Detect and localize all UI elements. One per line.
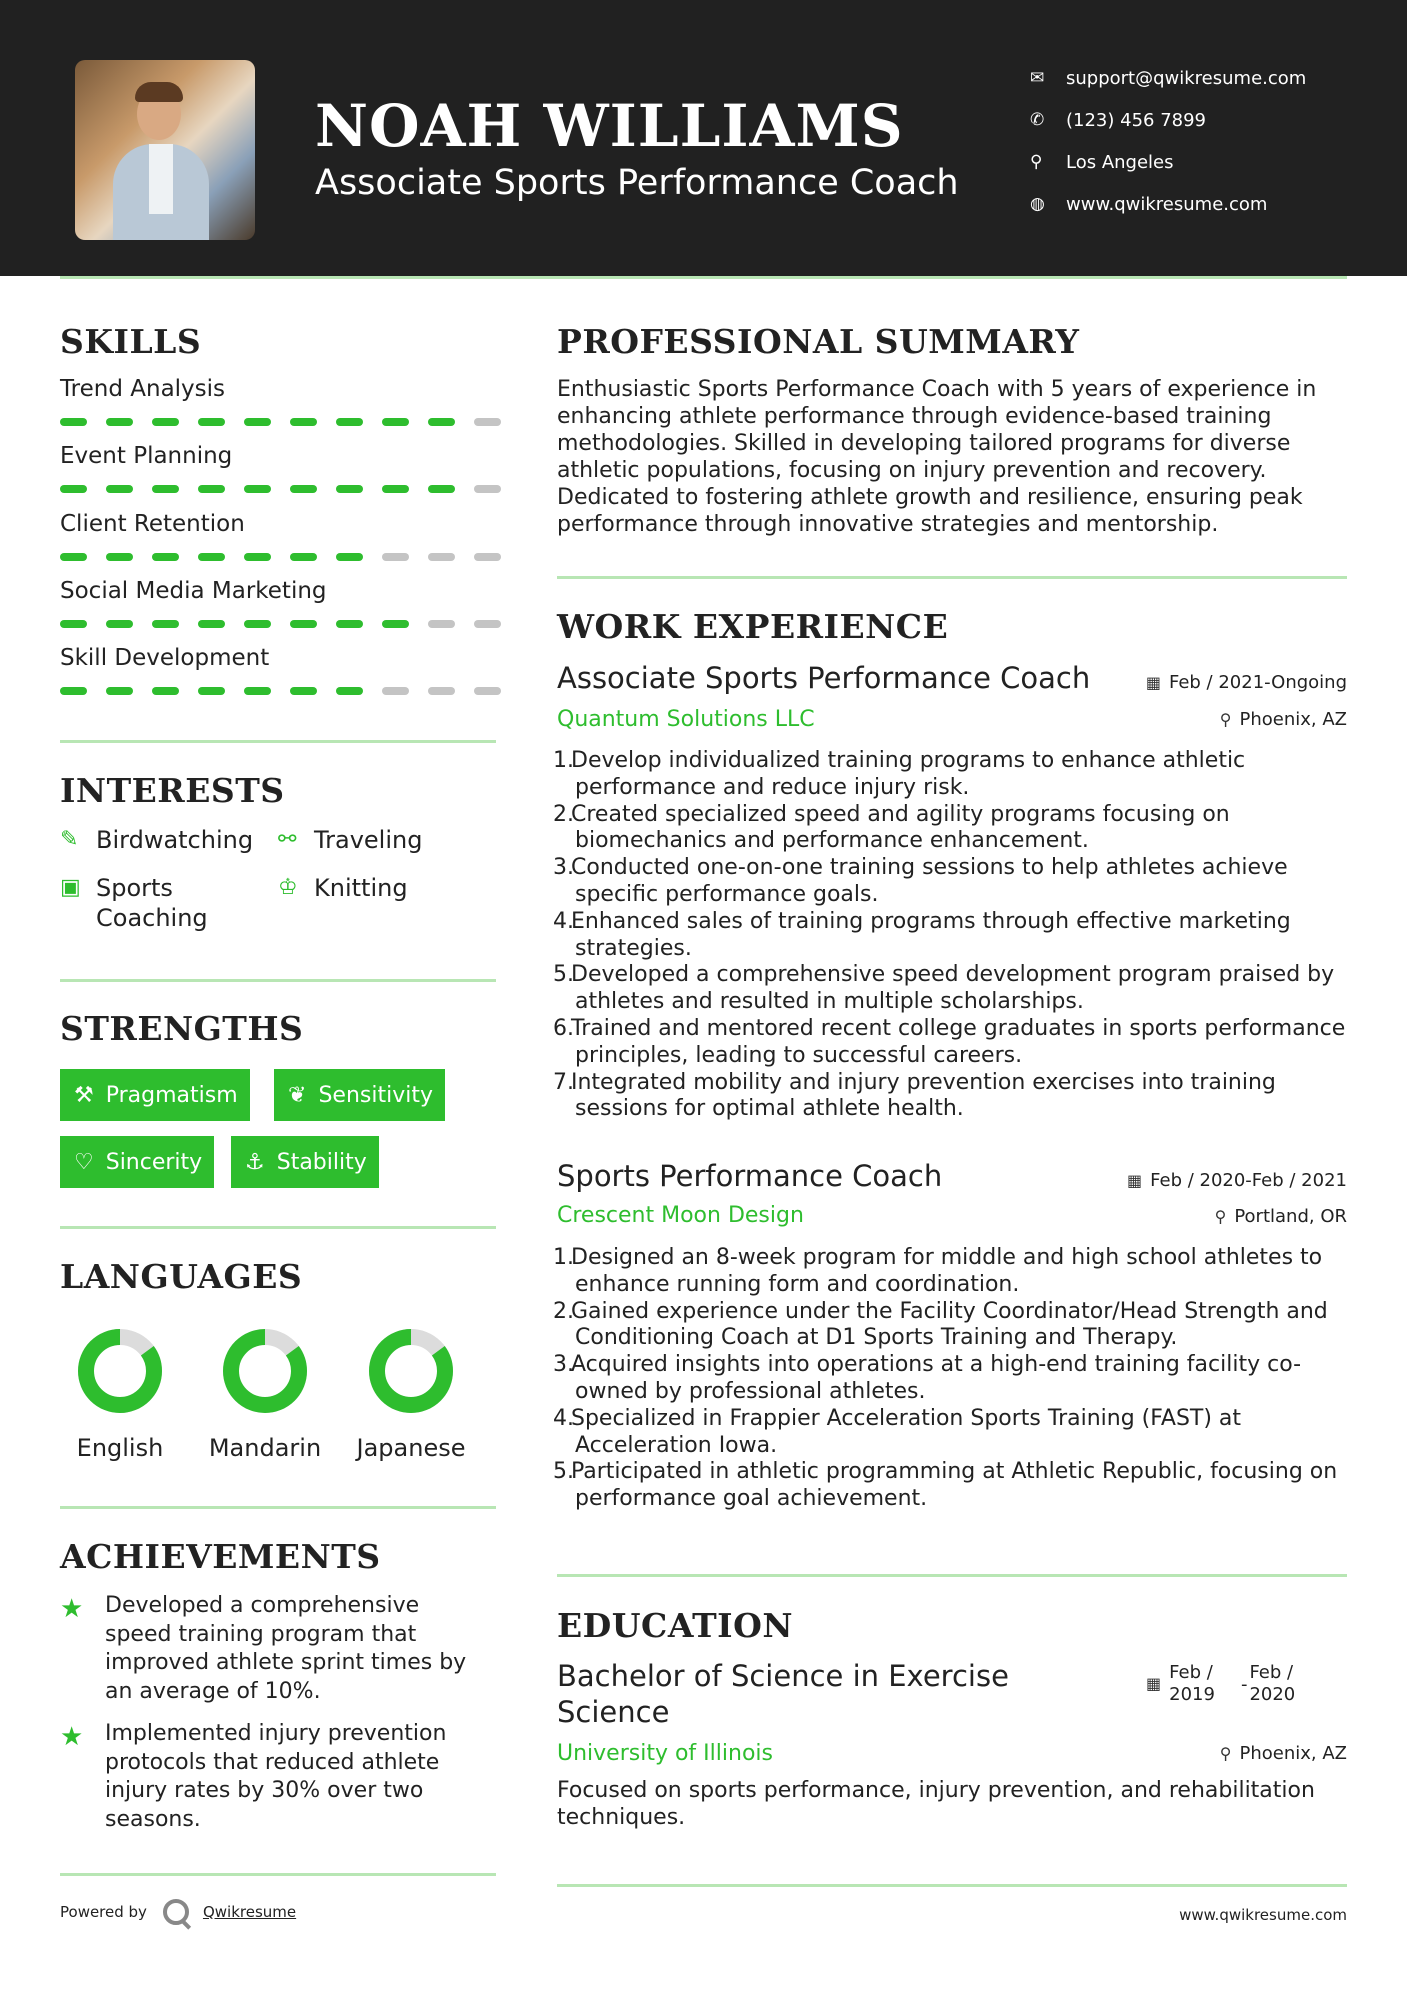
pin-icon: ⚲ <box>1214 1207 1227 1226</box>
job-bullet: 7.Integrated mobility and injury prevention exercises into training sessions for optimal athlete health. <box>553 1069 1276 1122</box>
powered-by: Powered by Qwikresume <box>60 1899 296 1925</box>
skill-dot-filled <box>244 620 271 628</box>
skill-dot-filled <box>198 553 225 561</box>
languages-heading: LANGUAGES <box>60 1257 303 1296</box>
map-pin-icon: ⚲ <box>1030 152 1043 172</box>
strengths-heading: STRENGTHS <box>60 1009 304 1048</box>
heart-icon: ♡ <box>74 1149 94 1175</box>
skill-dot-filled <box>60 687 87 695</box>
skill-dot-empty <box>474 418 501 426</box>
trophy-icon: ♔ <box>278 875 298 900</box>
pin-icon: ⚲ <box>1219 710 1232 729</box>
calendar-icon: ▦ <box>1146 1674 1162 1693</box>
skill-dot-filled <box>152 620 179 628</box>
skill-dot-filled <box>60 418 87 426</box>
footer-url[interactable]: www.qwikresume.com <box>1179 1906 1347 1924</box>
strength-tag: ❦ Sensitivity <box>274 1069 445 1121</box>
globe-icon: ◍ <box>1030 194 1045 214</box>
envelope-icon: ✉ <box>1030 68 1045 88</box>
contact-email[interactable]: ✉ support@qwikresume.com <box>1030 67 1307 89</box>
contact-website[interactable]: ◍ www.qwikresume.com <box>1030 193 1268 215</box>
skill-dot-filled <box>198 485 225 493</box>
skill-dot-filled <box>336 687 363 695</box>
binoculars-icon: ⚯ <box>278 827 297 852</box>
strength-tag: ⚓ Stability <box>231 1136 379 1188</box>
skill-label: Client Retention <box>60 511 245 537</box>
strengths-divider <box>60 1226 496 1229</box>
education-description: Focused on sports performance, injury prevention, and rehabilitation techniques. <box>557 1778 1315 1830</box>
job-bullet: 4.Specialized in Frappier Acceleration Sports Training (FAST) at Acceleration Iowa. <box>553 1405 1242 1458</box>
contact-list <box>1030 57 1306 225</box>
interest-item: ♔ Knitting <box>278 874 408 902</box>
skill-dot-empty <box>428 687 455 695</box>
language-item <box>200 1326 330 1462</box>
school-name: University of Illinois <box>557 1741 773 1766</box>
skill-dot-filled <box>152 485 179 493</box>
calendar-icon: ▦ <box>1145 673 1161 692</box>
strength-tag: ⚒ Pragmatism <box>60 1069 250 1121</box>
experience-divider <box>557 1574 1347 1577</box>
skill-dot-filled <box>244 485 271 493</box>
pencil-square-icon: ✎ <box>60 827 79 852</box>
strength-tag: ♡ Sincerity <box>60 1136 214 1188</box>
skill-label: Skill Development <box>60 645 270 671</box>
interest-item: ▣ Sports Coaching <box>60 874 208 932</box>
skill-dot-empty <box>428 620 455 628</box>
job-bullet: 5.Participated in athletic programming at Athletic Republic, focusing on performance goal achievement. <box>553 1459 1338 1512</box>
job-bullets <box>553 748 1347 1123</box>
job-bullet: 1.Develop individualized training programs to enhance athletic performance and reduce injury risk. <box>553 748 1246 800</box>
degree-title-cont: Science <box>557 1695 670 1729</box>
skill-rating <box>60 553 501 561</box>
summary-heading: PROFESSIONAL SUMMARY <box>557 322 1080 361</box>
languages-divider <box>60 1506 496 1509</box>
header-divider <box>60 276 1347 279</box>
phone-icon: ✆ <box>1030 110 1045 130</box>
skill-dot-filled <box>428 485 455 493</box>
language-donut <box>366 1326 456 1416</box>
skill-dot-filled <box>290 553 317 561</box>
job-title: Associate Sports Performance Coach <box>557 661 1091 695</box>
skill-dot-filled <box>336 620 363 628</box>
job-bullets <box>553 1245 1347 1513</box>
leaf-icon: ❦ <box>288 1082 307 1108</box>
skill-dot-filled <box>244 687 271 695</box>
skill-dot-filled <box>290 418 317 426</box>
skill-rating <box>60 485 501 493</box>
candidate-name: NOAH WILLIAMS <box>315 92 904 160</box>
skills-heading: SKILLS <box>60 322 202 361</box>
language-item <box>346 1326 476 1462</box>
skill-dot-filled <box>336 485 363 493</box>
skill-dot-filled <box>106 620 133 628</box>
education-location: ⚲ Phoenix, AZ <box>1219 1743 1347 1764</box>
job-dates: ▦ Feb / 2020-Feb / 2021 <box>1127 1170 1347 1191</box>
job-bullet: 2.Created specialized speed and agility programs focusing on biomechanics and performance enhancement. <box>553 801 1230 854</box>
job-bullet: 4.Enhanced sales of training programs through effective marketing strategies. <box>553 908 1291 961</box>
interests-heading: INTERESTS <box>60 771 285 810</box>
job-dates: ▦ Feb / 2021-Ongoing <box>1145 672 1347 693</box>
language-donut <box>75 1326 165 1416</box>
brand-link[interactable]: Qwikresume <box>202 1903 297 1921</box>
job-company: Crescent Moon Design <box>557 1203 804 1228</box>
interest-item: ⚯ Traveling <box>278 826 423 854</box>
language-label: English <box>76 1434 164 1462</box>
skills-divider <box>60 740 496 743</box>
candidate-title: Associate Sports Performance Coach <box>315 163 959 203</box>
achievements-divider <box>60 1873 496 1876</box>
achievement-item: ★ Implemented injury prevention protocols that reduced athlete injury rates by 30% over two seasons. <box>60 1720 485 1834</box>
skill-dot-filled <box>290 620 317 628</box>
skill-dot-filled <box>152 553 179 561</box>
job-location: ⚲ Phoenix, AZ <box>1219 709 1347 730</box>
resume-header <box>0 0 1407 276</box>
summary-divider <box>557 576 1347 579</box>
language-donut <box>220 1326 310 1416</box>
degree-title: Bachelor of Science in Exercise <box>557 1659 1009 1693</box>
skill-dot-empty <box>474 553 501 561</box>
skill-dot-filled <box>382 620 409 628</box>
skill-dot-filled <box>290 687 317 695</box>
job-bullet: 1.Designed an 8-week program for middle and high school athletes to enhance running form and coordination. <box>553 1245 1323 1297</box>
job-bullet: 6.Trained and mentored recent college graduates in sports performance principles, leading to successful careers. <box>553 1015 1346 1068</box>
skill-dot-empty <box>382 553 409 561</box>
skill-dot-filled <box>106 553 133 561</box>
contact-location: ⚲ Los Angeles <box>1030 151 1174 173</box>
skill-label: Trend Analysis <box>60 376 226 402</box>
skill-dot-filled <box>152 418 179 426</box>
anchor-icon: ⚓ <box>245 1149 265 1175</box>
interest-item: ✎ Birdwatching <box>60 826 254 854</box>
skill-dot-filled <box>244 418 271 426</box>
skill-dot-empty <box>474 485 501 493</box>
skill-dot-filled <box>152 687 179 695</box>
education-divider <box>557 1884 1347 1887</box>
skill-dot-filled <box>198 687 225 695</box>
skill-dot-filled <box>60 620 87 628</box>
skill-dot-filled <box>106 418 133 426</box>
skill-dot-filled <box>382 485 409 493</box>
job-company: Quantum Solutions LLC <box>557 707 815 732</box>
summary-text: Enthusiastic Sports Performance Coach with 5 years of experience in enhancing athlete performance through evidence-based training methodologies. Skilled in developing tailored programs for diverse athletic populations, focusing on injury prevention and recovery. Dedicated to fostering athlete growth and resilience, ensuring peak performance through innovative strategies and mentorship. <box>557 377 1317 537</box>
skill-dot-filled <box>60 553 87 561</box>
skill-dot-filled <box>244 553 271 561</box>
star-icon: ★ <box>60 1722 84 1752</box>
skill-rating <box>60 620 501 628</box>
calendar-icon: ▦ <box>1127 1171 1143 1190</box>
skill-dot-empty <box>428 553 455 561</box>
contact-phone[interactable]: ✆ (123) 456 7899 <box>1030 109 1207 131</box>
skill-dot-empty <box>474 620 501 628</box>
profile-photo <box>75 60 255 240</box>
education-heading: EDUCATION <box>557 1606 794 1645</box>
skill-dot-filled <box>198 418 225 426</box>
language-label: Japanese <box>356 1434 466 1462</box>
qwikresume-logo-icon <box>163 1899 189 1925</box>
interests-divider <box>60 979 496 982</box>
skill-rating <box>60 418 501 426</box>
experience-heading: WORK EXPERIENCE <box>557 607 949 646</box>
job-title: Sports Performance Coach <box>557 1159 943 1193</box>
skill-dot-filled <box>106 485 133 493</box>
achievement-item: ★ Developed a comprehensive speed training program that improved athlete sprint times by an average of 10%. <box>60 1592 485 1706</box>
skill-dot-empty <box>474 687 501 695</box>
language-label: Mandarin <box>208 1434 322 1462</box>
skill-dot-filled <box>198 620 225 628</box>
skill-dot-empty <box>382 687 409 695</box>
pin-icon: ⚲ <box>1219 1744 1232 1763</box>
skill-label: Social Media Marketing <box>60 578 327 604</box>
job-bullet: 5.Developed a comprehensive speed development program praised by athletes and resulted in multiple scholarships. <box>553 962 1335 1015</box>
skill-dot-filled <box>60 485 87 493</box>
skill-dot-filled <box>290 485 317 493</box>
achievements-heading: ACHIEVEMENTS <box>60 1537 381 1576</box>
language-item <box>55 1326 185 1462</box>
job-bullet: 3.Conducted one-on-one training sessions to help athletes achieve specific performance goals. <box>553 855 1288 907</box>
skill-label: Event Planning <box>60 443 233 469</box>
skill-dot-filled <box>428 418 455 426</box>
briefcase-icon: ▣ <box>60 875 81 900</box>
education-dates: ▦ Feb / 2019 - Feb / 2020 <box>1146 1662 1296 1705</box>
job-location: ⚲ Portland, OR <box>1214 1206 1347 1227</box>
gavel-icon: ⚒ <box>74 1082 94 1108</box>
skill-dot-filled <box>106 687 133 695</box>
skill-dot-filled <box>382 418 409 426</box>
skill-dot-filled <box>336 553 363 561</box>
skill-rating <box>60 687 501 695</box>
job-bullet: 3.Acquired insights into operations at a high-end training facility co-owned by professional athletes. <box>553 1352 1302 1404</box>
job-bullet: 2.Gained experience under the Facility Coordinator/Head Strength and Conditioning Coach at D1 Sports Training and Therapy. <box>553 1298 1328 1351</box>
skill-dot-filled <box>336 418 363 426</box>
star-icon: ★ <box>60 1594 84 1624</box>
